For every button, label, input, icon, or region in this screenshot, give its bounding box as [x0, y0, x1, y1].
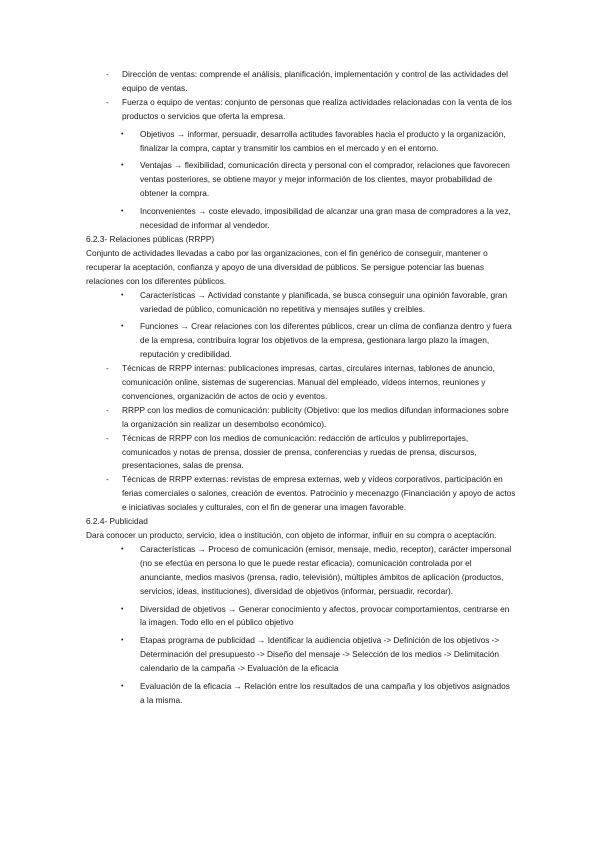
list-item-external-rrpp [0, 473, 600, 515]
list-item-text: RRPP con los medios de comunicación: publicity (Objetivo: que los medios difundan informaciones sobre la organización sin realizar un desembolso económico). [122, 404, 509, 429]
bullet-marker: • [121, 605, 124, 613]
bullet-item-advertising-characteristics [0, 543, 600, 599]
list-item-text: Dirección de ventas: comprende el análisis, planificación, implementación y control de las actividades del equipo de ventas. [122, 69, 509, 93]
list-item-media-rrpp [0, 432, 600, 474]
bullet-item-objectives [0, 128, 600, 156]
list-item-text: Fuerza o equipo de ventas: conjunto de personas que realiza actividades relacionadas con la venta de los productos o servicios que oferta la empresa. [122, 96, 512, 121]
dash-marker: - [106, 69, 109, 79]
dash-marker: - [106, 363, 109, 374]
document-page [0, 68, 600, 708]
bullet-marker: • [121, 637, 124, 645]
section-heading-rrpp: 6.2.3- Relaciones públicas (RRPP) [86, 233, 215, 244]
bullet-marker: • [121, 130, 124, 138]
section-heading-advertising: 6.2.4- Publicidad [86, 516, 148, 527]
list-item-sales-force [0, 96, 600, 124]
bullet-marker: • [121, 291, 124, 299]
paragraph-rrpp-definition: Conjunto de actividades llevadas a cabo por las organizaciones, con el fin genérico de conseguir, mantener o recuperar la aceptación, confianza y apoyo de una diversidad de públicos. Se persigue potenciar las buenas relaciones con los diferentes públicos. [86, 247, 488, 286]
bullet-marker: • [121, 683, 124, 691]
bullet-item-text: Diversidad de objetivos → Generar conocimiento y afectos, provocar comportamientos, centrarse en la imagen. Todo ello en el público objetivo [140, 603, 510, 628]
bullet-item-text: Ventajas → flexibilidad, comunicación directa y personal con el comprador, relaciones que favorecen ventas posteriores, se obtiene mayor y mejor información de los clientes, mayor probabilidad de obtener la compra. [140, 160, 510, 199]
bullet-item-advantages [0, 159, 600, 201]
dash-marker: - [106, 474, 109, 485]
bullet-item-text: Evaluación de la eficacia → Relación entre los resultados de una campaña y los objetivos asignados a la misma. [140, 681, 510, 705]
list-item-sales-management [0, 68, 600, 96]
list-item-publicity [0, 404, 600, 432]
bullet-item-program-stages [0, 634, 600, 676]
bullet-item-objective-diversity [0, 603, 600, 631]
bullet-item-text: Etapas programa de publicidad → Identificar la audiencia objetiva -> Definición de los objetivos -> Determinación del presupuesto -> Diseño del mensaje -> Selección de los medios -> Delimitación calendario de la campaña -> Evaluación de la eficacia [140, 635, 500, 674]
bullet-item-drawbacks [0, 205, 600, 233]
bullet-item-rrpp-characteristics [0, 289, 600, 317]
bullet-item-text: Características → Actividad constante y planificada, se busca conseguir una opinión favorable, gran variedad de público, comunicación no repetitiva y mensajes sutiles y creíbles. [140, 289, 508, 314]
bullet-marker: • [121, 323, 124, 331]
bullet-item-text: Características → Proceso de comunicación (emisor, mensaje, medio, receptor), carácter impersonal (no se efectúa en persona lo que le puede restar eficacia), comunicación controlada por el anunciante, medios masivos (prensa, radio, televisión), múltiples ámbitos de aplicación (productos, servicios, ideas, instituciones), diversidad de objetivos (informar, persuadir, recordar). [140, 543, 512, 596]
dash-marker: - [106, 432, 109, 443]
dash-marker: - [106, 404, 109, 415]
paragraph-advertising-definition: Dara conocer un producto, servicio, idea o institución, con objeto de informar, influir en su compra o aceptación. [86, 530, 497, 540]
bullet-marker: • [121, 545, 124, 553]
bullet-item-effectiveness [0, 680, 600, 708]
bullet-marker: • [121, 208, 124, 216]
list-item-internal-rrpp [0, 362, 600, 404]
list-item-text: Técnicas de RRPP externas: revistas de empresa externas, web y vídeos corporativos, participación en ferias comerciales o salones, creación de eventos. Patrocinio y mecenazgo (Financiación y apoyo de actos e iniciativas sociales y culturales, con el fin de generar una imagen favorable. [122, 474, 516, 513]
list-item-text: Técnicas de RRPP con los medios de comunicación: redacción de artículos y publirreportajes, comunicados y notas de prensa, dossier de prensa, conferencias y ruedas de prensa, discursos, presentaciones, salas de prensa. [122, 432, 477, 471]
bullet-marker: • [121, 162, 124, 170]
bullet-item-text: Objetivos → informar, persuadir, desarrolla actitudes favorables hacia el producto y la organización, finalizar la compra, captar y transmitir los cambios en el mercado y en el entorno. [140, 128, 506, 153]
bullet-item-text: Inconvenientes → coste elevado, imposibilidad de alcanzar una gran masa de compradores a la vez, necesidad de informar al vendedor. [140, 206, 511, 231]
bullet-item-text: Funciones → Crear relaciones con los diferentes públicos, crear un clima de confianza dentro y fuera de la empresa, contribuira lograr los objetivos de la empresa, gestionara largo plazo la imagen, reputación y credibilidad. [140, 321, 512, 360]
dash-marker: - [106, 96, 109, 107]
list-item-text: Técnicas de RRPP internas: publicaciones impresas, cartas, circulares internas, tablones de anuncio, comunicación online, sistemas de sugerencias. Manual del empleado, vídeos internos, reuniones y convenciones, organización de actos de ocio y eventos. [122, 363, 495, 401]
bullet-item-rrpp-functions [0, 320, 600, 362]
